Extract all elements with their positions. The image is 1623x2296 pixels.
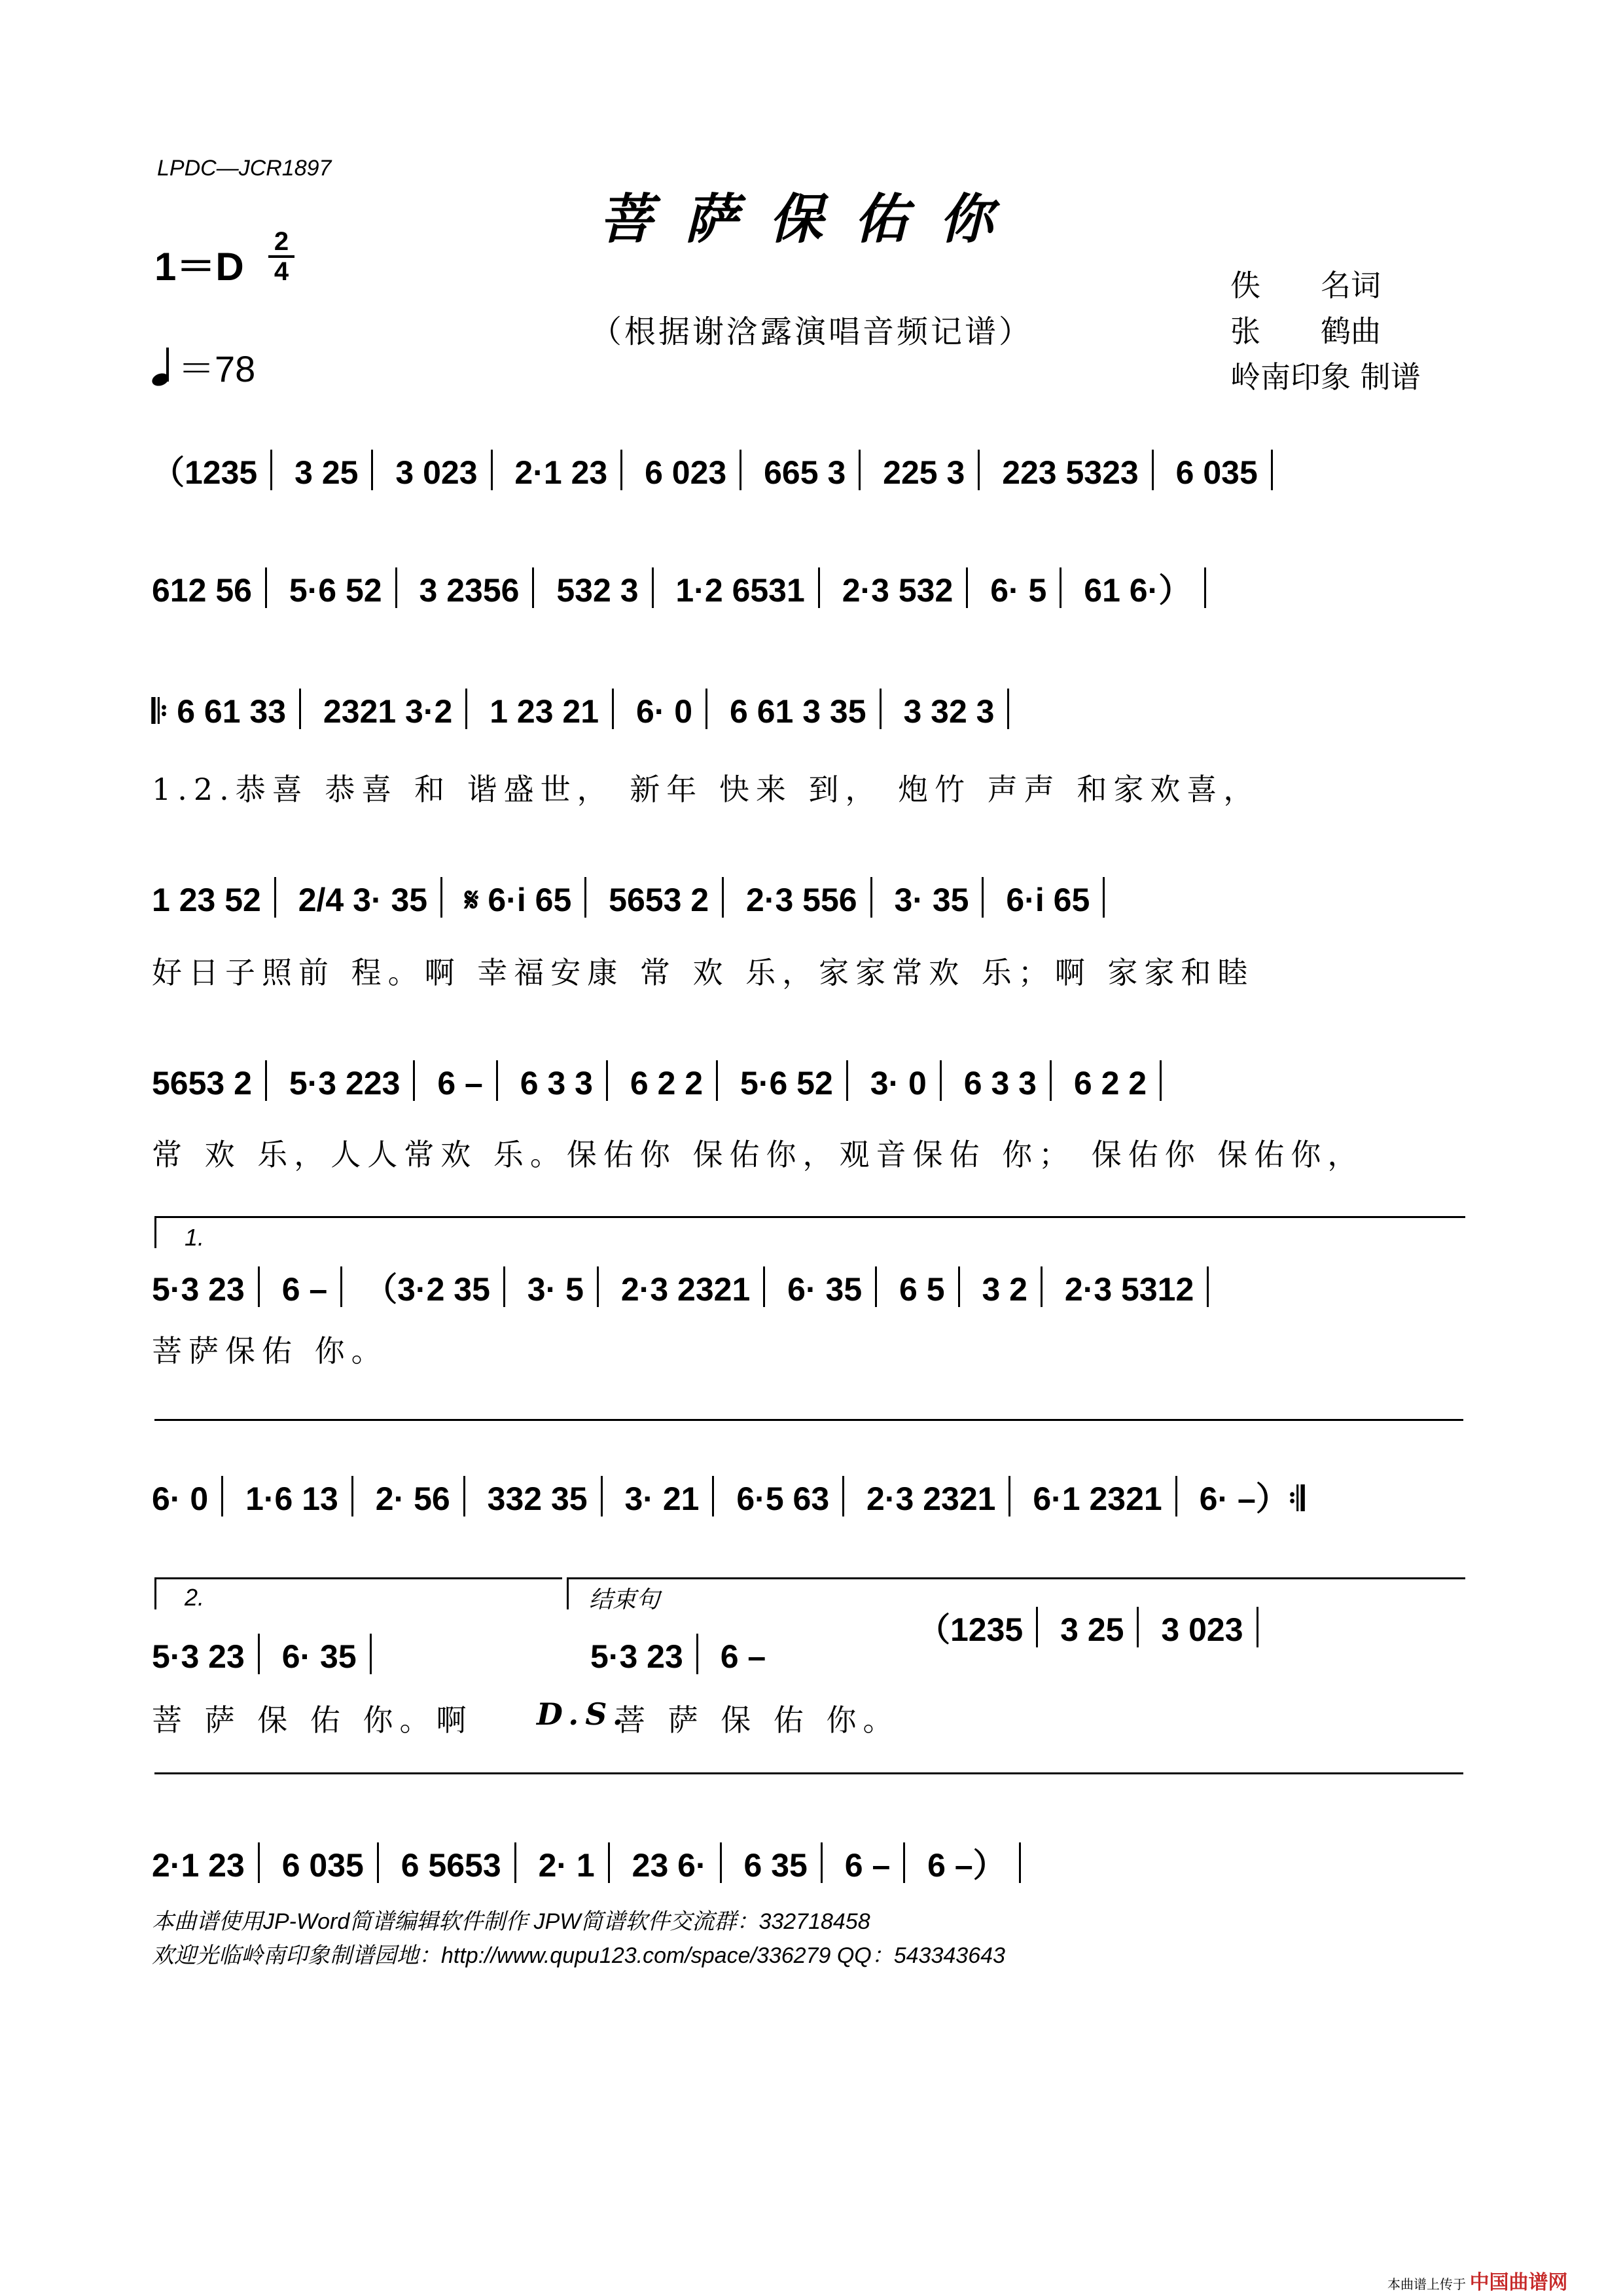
- measure: 6 –: [844, 1847, 891, 1884]
- barline: [1137, 1607, 1139, 1647]
- measure: （3·2 35: [365, 1271, 490, 1308]
- barline: [265, 567, 267, 608]
- score-row-1: [151, 446, 1466, 493]
- measure: 6 35: [743, 1847, 808, 1884]
- barline: [465, 689, 467, 729]
- score-row-4: [151, 877, 1466, 920]
- barline: [1103, 877, 1105, 918]
- upload-text: 本曲谱上传于: [1387, 2278, 1466, 2292]
- lyricist-credit: 佚 名词: [1230, 268, 1381, 303]
- barline: [370, 1634, 372, 1674]
- measure: 61 6·）: [1084, 572, 1192, 609]
- measure: 5653 2: [152, 1065, 252, 1102]
- barline: [1175, 1476, 1177, 1516]
- measure: 2/4 3· 35: [298, 882, 428, 918]
- measure: 6 2 2: [630, 1065, 704, 1102]
- measure: 332 35: [487, 1480, 588, 1517]
- measure: 223 5323: [1002, 454, 1139, 491]
- footer-line-2: 欢迎光临岭南印象制谱园地：http://www.qupu123.com/space/336279 QQ：543343643: [152, 1943, 1005, 1968]
- score-row-8b: [589, 1634, 890, 1676]
- measure: 3 25: [294, 454, 359, 491]
- measure: 3 023: [395, 454, 478, 491]
- barline: [608, 1842, 610, 1883]
- barline: [859, 450, 861, 490]
- measure: 3· 0: [870, 1065, 927, 1102]
- measure: 6 3 3: [963, 1065, 1037, 1102]
- arranger-credit: 岭南印象 制谱: [1230, 359, 1421, 395]
- measure: 6· 0: [152, 1480, 209, 1517]
- measure: 3 023: [1161, 1611, 1243, 1648]
- barline: [1204, 567, 1206, 608]
- measure: 1 23 21: [490, 693, 599, 730]
- measure: 6 –: [720, 1638, 766, 1675]
- measure: 3· 21: [624, 1480, 700, 1517]
- barline: [221, 1476, 223, 1516]
- lyrics-line-1: 1.2.恭喜 恭喜 和 谐盛世， 新年 快来 到， 炮竹 声声 和家欢喜，: [152, 772, 1260, 807]
- site-logo: 中国曲谱网: [1469, 2272, 1568, 2293]
- measure: 6 –）: [927, 1847, 1006, 1884]
- measure: 2· 56: [375, 1480, 450, 1517]
- upload-watermark: [1387, 2266, 1568, 2295]
- barline: [1019, 1842, 1021, 1883]
- measure: 2·3 5312: [1064, 1271, 1194, 1308]
- measure: 1 23 52: [152, 882, 261, 918]
- score-row-8c: [916, 1604, 1466, 1651]
- barline: [606, 1060, 608, 1101]
- barline: [1160, 1060, 1162, 1101]
- measure: 6 035: [1175, 454, 1258, 491]
- barline: [740, 450, 741, 490]
- volta-bracket-2: [154, 1577, 562, 1609]
- time-signature: [268, 229, 294, 284]
- barline: [958, 1266, 960, 1307]
- measure: 5·6 52: [289, 572, 382, 609]
- barline: [265, 1060, 267, 1101]
- song-title: 菩萨保佑你: [599, 188, 1024, 251]
- measure: 6· 35: [787, 1271, 863, 1308]
- lyrics-line-5: 菩 萨 保 佑 你。啊: [152, 1702, 473, 1738]
- lyrics-line-3: 常 欢 乐，人人常欢 乐。保佑你 保佑你，观音保佑 你； 保佑你 保佑你，: [152, 1137, 1364, 1172]
- barline: [870, 877, 872, 918]
- measure: 6· –）𝄇: [1199, 1480, 1305, 1517]
- measure: 6 5653: [401, 1847, 501, 1884]
- barline: [818, 567, 820, 608]
- measure: 1·2 6531: [675, 572, 805, 609]
- measure: 6·1 2321: [1033, 1480, 1162, 1517]
- barline: [395, 567, 397, 608]
- barline: [875, 1266, 877, 1307]
- barline: [720, 1842, 722, 1883]
- score-row-5: [151, 1060, 1466, 1102]
- key-signature: 1＝D: [154, 245, 244, 289]
- measure: （1235: [152, 454, 258, 491]
- barline: [1207, 1266, 1209, 1307]
- section-rule: [154, 1419, 1463, 1421]
- measure: 6 –: [437, 1065, 483, 1102]
- barline: [716, 1060, 718, 1101]
- barline: [274, 877, 276, 918]
- barline: [1152, 450, 1154, 490]
- measure: 6 023: [645, 454, 727, 491]
- section-rule-2: [154, 1772, 1463, 1774]
- barline: [496, 1060, 498, 1101]
- measure: 532 3: [556, 572, 639, 609]
- barline: [258, 1842, 260, 1883]
- measure: 5·3 23: [152, 1271, 245, 1308]
- barline: [532, 567, 534, 608]
- measure: （1235: [918, 1611, 1024, 1648]
- measure: 1·6 13: [245, 1480, 338, 1517]
- lyrics-line-6: 菩 萨 保 佑 你。: [615, 1702, 900, 1738]
- measure: 3· 5: [527, 1271, 584, 1308]
- subtitle: （根据谢浛露演唱音频记谱）: [590, 314, 1033, 350]
- measure: 6 2 2: [1073, 1065, 1147, 1102]
- score-row-3: [151, 689, 1466, 731]
- barline: [903, 1842, 905, 1883]
- footer-line-1: 本曲谱使用JP-Word简谱编辑软件制作 JPW简谱软件交流群：332718458: [152, 1909, 870, 1934]
- score-row-8a: [151, 1634, 556, 1676]
- score-code: LPDC—JCR1897: [157, 156, 332, 181]
- measure: 6· 5: [990, 572, 1047, 609]
- measure: 5·3 23: [590, 1638, 683, 1675]
- measure: 2·1 23: [152, 1847, 245, 1884]
- barline: [1050, 1060, 1052, 1101]
- barline: [1041, 1266, 1043, 1307]
- barline: [652, 567, 654, 608]
- measure: 3 2356: [419, 572, 520, 609]
- lyrics-line-2: 好日子照前 程。啊 幸福安康 常 欢 乐，家家常欢 乐；啊 家家和睦: [152, 955, 1255, 990]
- barline: [842, 1476, 844, 1516]
- measure: 6 –: [281, 1271, 328, 1308]
- barline: [597, 1266, 599, 1307]
- measure: 2321 3·2: [323, 693, 453, 730]
- barline: [413, 1060, 415, 1101]
- barline: [258, 1266, 260, 1307]
- ending-label: 结束句: [589, 1586, 660, 1613]
- measure: 5653 2: [609, 882, 709, 918]
- measure: 𝄆 6 61 33: [152, 693, 287, 730]
- measure: 3 25: [1060, 1611, 1124, 1648]
- barline: [705, 689, 707, 729]
- barline: [440, 877, 442, 918]
- barline: [340, 1266, 342, 1307]
- score-row-9: [151, 1839, 1466, 1886]
- measure: 3· 35: [894, 882, 969, 918]
- volta-bracket-1: [154, 1216, 1465, 1248]
- measure: 2· 1: [538, 1847, 595, 1884]
- barline: [491, 450, 493, 490]
- barline: [463, 1476, 465, 1516]
- measure: 6 5: [899, 1271, 945, 1308]
- barline: [1007, 689, 1009, 729]
- measure: 2·3 556: [746, 882, 857, 918]
- measure: 2·3 532: [842, 572, 954, 609]
- time-bottom: 4: [274, 257, 289, 286]
- measure: 665 3: [764, 454, 846, 491]
- barline: [514, 1842, 516, 1883]
- score-row-6: [151, 1263, 1466, 1310]
- measure: 2·3 2321: [620, 1271, 751, 1308]
- barline: [763, 1266, 765, 1307]
- measure: 23 6·: [632, 1847, 707, 1884]
- time-top: 2: [274, 227, 289, 256]
- score-row-7: [151, 1473, 1466, 1520]
- quarter-note-icon: [152, 346, 178, 386]
- measure: 3 32 3: [903, 693, 995, 730]
- barline: [982, 877, 984, 918]
- measure: 225 3: [883, 454, 965, 491]
- barline: [712, 1476, 714, 1516]
- barline: [1060, 567, 1061, 608]
- barline: [696, 1634, 698, 1674]
- measure: 6 035: [281, 1847, 364, 1884]
- tempo-marking: [152, 340, 255, 393]
- measure: 6 61 3 35: [730, 693, 866, 730]
- measure: 2·1 23: [514, 454, 608, 491]
- barline: [299, 689, 301, 729]
- barline: [966, 567, 968, 608]
- score-row-2: [151, 564, 1466, 611]
- barline: [371, 450, 373, 490]
- barline: [258, 1634, 260, 1674]
- barline: [880, 689, 882, 729]
- barline: [270, 450, 272, 490]
- composer-credit: 张 鹤曲: [1230, 314, 1381, 349]
- measure: 6· 35: [281, 1638, 357, 1675]
- measure: 5·3 223: [289, 1065, 401, 1102]
- dal-segno: D.S.: [537, 1696, 630, 1732]
- barline: [846, 1060, 848, 1101]
- measure: 6·i 65: [1006, 882, 1090, 918]
- measure: 6 3 3: [520, 1065, 593, 1102]
- tempo-value: ＝78: [178, 348, 256, 389]
- measure: 6·5 63: [736, 1480, 830, 1517]
- barline: [1036, 1607, 1038, 1647]
- barline: [1271, 450, 1273, 490]
- measure: 2·3 2321: [866, 1480, 996, 1517]
- measure: 3 2: [982, 1271, 1027, 1308]
- barline: [612, 689, 614, 729]
- volta-label-1: 1.: [185, 1224, 205, 1251]
- measure: 5·6 52: [740, 1065, 833, 1102]
- lyrics-line-4: 菩萨保佑 你。: [152, 1333, 388, 1369]
- measure: 612 56: [152, 572, 252, 609]
- barline: [377, 1842, 379, 1883]
- barline: [503, 1266, 505, 1307]
- barline: [584, 877, 586, 918]
- barline: [351, 1476, 353, 1516]
- barline: [601, 1476, 603, 1516]
- barline: [978, 450, 980, 490]
- barline: [821, 1842, 823, 1883]
- measure: 𝄋 6·i 65: [465, 882, 572, 918]
- volta-label-2: 2.: [185, 1584, 205, 1611]
- barline: [722, 877, 724, 918]
- barline: [940, 1060, 942, 1101]
- measure: 6· 0: [635, 693, 693, 730]
- measure: 5·3 23: [152, 1638, 245, 1675]
- barline: [1008, 1476, 1010, 1516]
- barline: [1257, 1607, 1258, 1647]
- barline: [620, 450, 622, 490]
